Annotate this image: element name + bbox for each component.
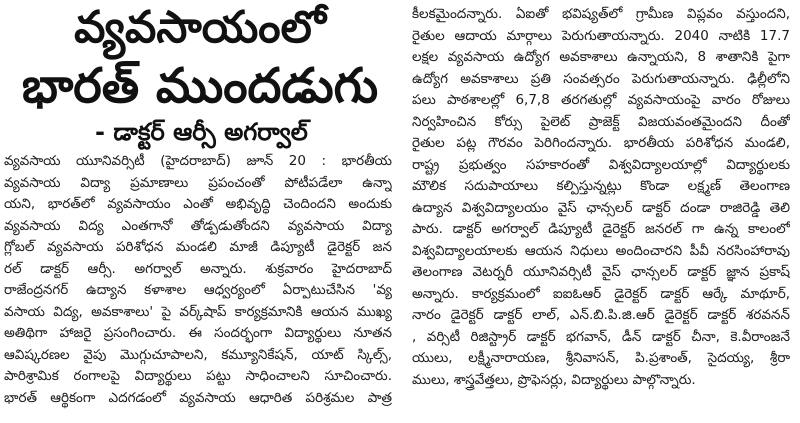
text-line: , వర్సిటీ రిజిస్ట్రార్ డాక్టర్ భగవాన్, డీన్ డాక్టర్ చీనా, కె.వీరాంజనే <box>412 328 790 345</box>
text-line: పారు. డాక్టర్ అగర్వాల్ డిప్యూటీ డైరెక్టర్ జనరల్ గా ఉన్న కాలంలో <box>412 221 790 237</box>
text-line: భారత్ ఆర్థికంగా ఎదగడంలో వ్యవసాయ ఆధారిత పరిశ్రమల పాత్ర <box>4 389 392 406</box>
text-line: ములు, శాస్త్రవేత్తలు, ప్రొఫెసర్లు, విద్యార్థులు పాల్గొన్నారు. <box>412 371 696 388</box>
text-line: నారం డైరెక్టర్ డాక్టర్ లాల్, ఎన్.బి.పి.జి.ఆర్ డైరెక్టర్ డాక్టర్ శరవనన్ <box>412 307 790 323</box>
text-line: అతిథిగా హాజరై ప్రసంగించారు. ఈ సందర్భంగా విద్యార్థులు నూతన <box>4 325 392 341</box>
text-line: ఉద్యోగ అవకాశాలు ప్రతి సంవత్సరం పెరుగుతాయన్నారు. ఢిల్లీలోని <box>412 70 790 87</box>
text-line: వ్యవసాయ విద్య ఎంతగానో తోడ్పడుతోందని వ్యవసాయ విద్యా <box>4 217 392 234</box>
text-line: ఆవిష్కరణల వైపు మొగ్గుచూపాలని, కమ్యూనికేషన్, యాట్ స్కిల్స్, <box>4 346 392 363</box>
text-line: రల్ డాక్టర్ ఆర్సీ. అగర్వాల్ అన్నారు. శుక్రవారం హైదరాబాద్ <box>4 260 392 277</box>
text-line: తెలంగాణ వెటర్నరీ యూనివర్సిటీ వైస్ ఛాన్సలర్ డాక్టర్ జ్ఞాన ప్రకాష్ <box>412 264 790 280</box>
text-line: పలు పాఠశాలల్లో 6,7,8 తరగతుల్లో వ్యవసాయంపై వారం రోజులు <box>412 92 790 108</box>
text-line: పారిశ్రామిక రంగాలపై విద్యార్థులు పట్టు సాధించాలని సూచించారు. <box>4 368 392 384</box>
article-column-left <box>4 151 392 409</box>
text-line: నిర్వహించిన కోర్సు పైలెట్ ప్రాజెక్ట్ విజయవంతమైందని దీంతో <box>412 113 790 130</box>
article-column-right <box>412 4 790 391</box>
headline-line-2: భారత్ ముందడుగు <box>21 58 379 114</box>
text-line: వ్యవసాయ యూనివర్సిటీ (హైదరాబాద్) జూన్ 20 : భారతీయ <box>4 153 392 169</box>
text-line: రాజేంద్రనగర్ ఉద్యాన కళాశాల ఆధ్వర్యంలో ఏర్పాటుచేసిన 'వ్య <box>4 282 392 298</box>
text-line: రైతుల పట్ల గౌరవం పెరిగిందన్నారు. భారతీయ పరిశోధన మండలి, <box>412 135 790 151</box>
text-line: రాష్ట్ర ప్రభుత్వం సహకారంతో విశ్వవిద్యాలయాల్లో విద్యార్థులకు <box>412 156 790 173</box>
text-line: విశ్వవిద్యాలయాలకు ఆయన నిధులు అందించారని పీవీ నరసింహారావు <box>412 242 790 259</box>
headline-line-1: వ్యవసాయంలో <box>74 2 326 53</box>
text-line: రైతుల ఆదాయ మార్గాలు పెరుగుతాయన్నారు. 2040 నాటికి 17.7 <box>412 27 790 44</box>
text-line: లక్షల వ్యవసాయ ఉద్యోగ అవకాశాలు ఉన్నాయని, 8 శాతానికి పైగా <box>412 49 790 65</box>
text-line: కీలకమైందన్నారు. ఏఐతో భవిష్యత్‌లో గ్రామీణ విప్లవం వస్తుందని, <box>412 6 790 22</box>
text-line: యని, భారత్‌లో వ్యవసాయం ఎంతో అభివృద్ధి చెందిందని అందుకు <box>4 196 392 212</box>
text-line: అన్నారు. కార్యక్రమంలో ఐఐఓఆర్ డైరెక్టర్ డాక్టర్ ఆర్కే మాథూర్, <box>412 285 790 302</box>
text-line: యులు, లక్ష్మీనారాయణ, శ్రీనివాసన్, పి.ప్రశాంత్, సైదయ్య, శ్రీరా <box>412 350 790 366</box>
byline: - డాక్టర్ ఆర్సీ అగర్వాల్ <box>95 118 308 146</box>
text-line: వసాయ విద్య, అవకాశాలు' పై వర్క్‌షాప్ కార్యక్రమానికి ఆయన ముఖ్య <box>4 303 392 320</box>
text-line: ఉద్యాన విశ్వవిద్యాలయం వైస్ ఛాన్సలర్ డాక్టర్ దండా రాజిరెడ్డి తెలి <box>412 199 790 216</box>
text-line: వ్యవసాయ విద్యా ప్రమాణాలు ప్రపంచంతో పోటీపడేలా ఉన్నా <box>4 174 392 191</box>
text-line: గ్లోబల్ వ్యవసాయ పరిశోధన మండలి మాజీ డిప్యూటీ డైరెక్టర్ జన <box>4 239 392 255</box>
text-line: మౌలిక సదుపాయాలు కల్పిస్తున్నట్లు కొండా లక్ష్మణ్ తెలంగాణ <box>412 178 790 194</box>
